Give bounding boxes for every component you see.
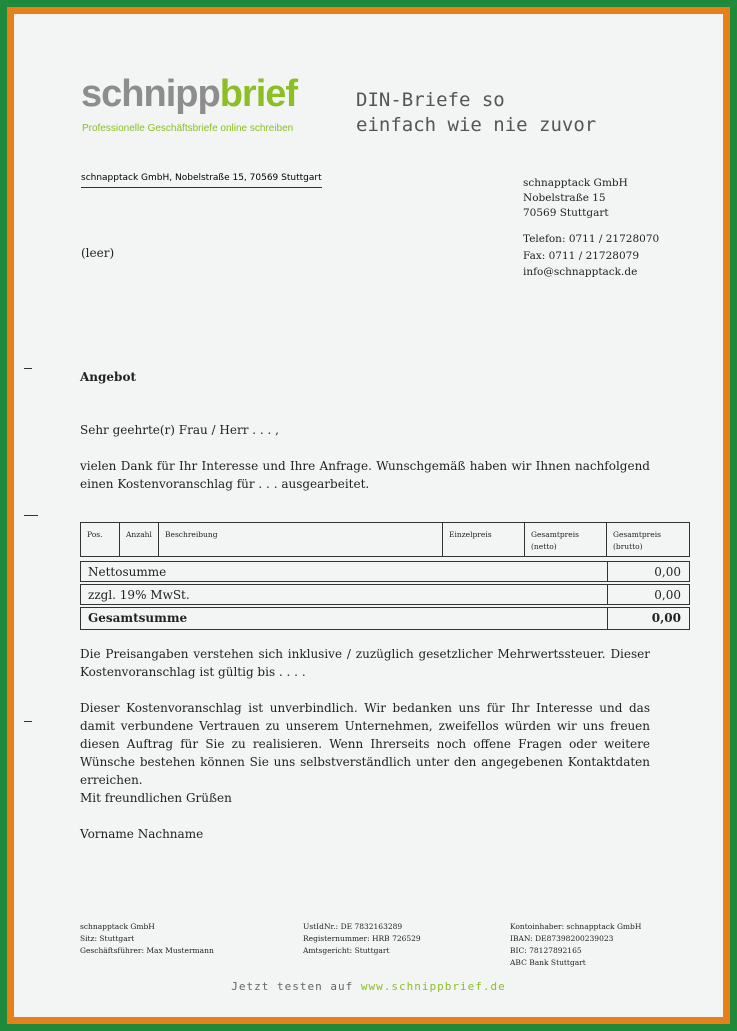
brand-logo: [81, 75, 297, 113]
salutation: Sehr geehrte(r) Frau / Herr . . . ,: [80, 423, 279, 437]
signature-name: Vorname Nachname: [80, 827, 204, 841]
footer-bank-info: Kontoinhaber: schnapptack GmbH IBAN: DE87398200239023 BIC: 78127892165 ABC Bank Stuttgart: [510, 922, 642, 967]
punch-mark-center: [24, 515, 38, 516]
company-email: info@schnapptack.de: [523, 266, 638, 278]
recipient-address: (leer): [81, 246, 115, 260]
subject-line: Angebot: [80, 370, 136, 384]
company-address-block: [523, 176, 628, 221]
table-header-cell: Pos.: [81, 523, 120, 556]
sender-return-line: schnapptack GmbH, Nobelstraße 15, 70569 Stuttgart: [81, 173, 322, 188]
total-label: Gesamtsumme: [88, 611, 188, 625]
net-sum-row: [80, 561, 690, 582]
fold-mark-top: [24, 368, 32, 369]
table-header-cell: Beschreibung: [159, 523, 443, 556]
column-divider: [607, 585, 608, 604]
logo-tagline: Professionelle Geschäftsbriefe online schreiben: [82, 123, 294, 134]
footer-registration-info: UstIdNr.: DE 7832163289 Registernummer: HRB 726529 Amtsgericht: Stuttgart: [303, 922, 421, 955]
company-phone: Telefon: 0711 / 21728070: [523, 233, 660, 245]
inner-orange-border: [7, 7, 730, 1024]
items-table: [80, 522, 690, 557]
promo-link[interactable]: www.schnippbrief.de: [360, 980, 506, 993]
slogan-line-2: einfach wie nie zuvor: [356, 114, 597, 136]
column-divider: [607, 608, 608, 629]
net-sum-value: 0,00: [654, 565, 681, 579]
closing-paragraph: Dieser Kostenvoranschlag ist unverbindlich. Wir bedanken uns für Ihr Interesse und das damit verbundene Vertrauen zu unserem Unternehmen, zweifellos würden wir uns freuen diesen Auftrag für Sie zu realisieren. Wenn Ihrerseits noch offene Fragen oder weitere Wünsche bestehen können Sie uns selbstverständlich unter den angegebenen Kontaktdaten erreichen.: [80, 701, 650, 787]
company-city: 70569 Stuttgart: [523, 207, 609, 219]
price-note-paragraph: Die Preisangaben verstehen sich inklusive / zuzüglich gesetzlicher Mehrwertssteuer. Dieser Kostenvoranschlag ist gültig bis . . . .: [80, 647, 650, 679]
table-header-cell: Gesamtpreis (brutto): [613, 530, 661, 551]
promo-line: [0, 980, 737, 993]
promo-text: Jetzt testen auf: [231, 980, 361, 993]
greeting: Mit freundlichen Grüßen: [80, 791, 232, 805]
total-value: 0,00: [651, 611, 681, 625]
table-header-cell: Anzahl: [120, 523, 159, 556]
fold-mark-bottom: [24, 721, 32, 722]
company-street: Nobelstraße 15: [523, 192, 606, 204]
table-header-cell: Einzelpreis: [443, 523, 525, 556]
logo-word-gray: schnipp: [81, 73, 220, 115]
company-contact-block: [523, 231, 659, 281]
vat-value: 0,00: [654, 588, 681, 602]
intro-paragraph: vielen Dank für Ihr Interesse und Ihre Anfrage. Wunschgemäß haben wir Ihnen nachfolgend einen Kostenvoranschlag für . . . ausgearbeitet.: [80, 459, 650, 491]
column-divider: [607, 562, 608, 581]
company-name: schnapptack GmbH: [523, 177, 628, 189]
total-row: [80, 607, 690, 630]
table-header-cell: Gesamtpreis (netto): [525, 523, 607, 556]
footer-company-info: schnapptack GmbH Sitz: Stuttgart Geschäftsführer: Max Mustermann: [80, 922, 214, 955]
company-fax: Fax: 0711 / 21728079: [523, 249, 640, 262]
vat-row: [80, 584, 690, 605]
logo-word-green: brief: [219, 73, 298, 115]
vat-label: zzgl. 19% MwSt.: [88, 588, 190, 602]
slogan-line-1: DIN-Briefe so: [356, 89, 505, 111]
net-sum-label: Nettosumme: [88, 565, 167, 579]
slogan: [356, 88, 596, 138]
